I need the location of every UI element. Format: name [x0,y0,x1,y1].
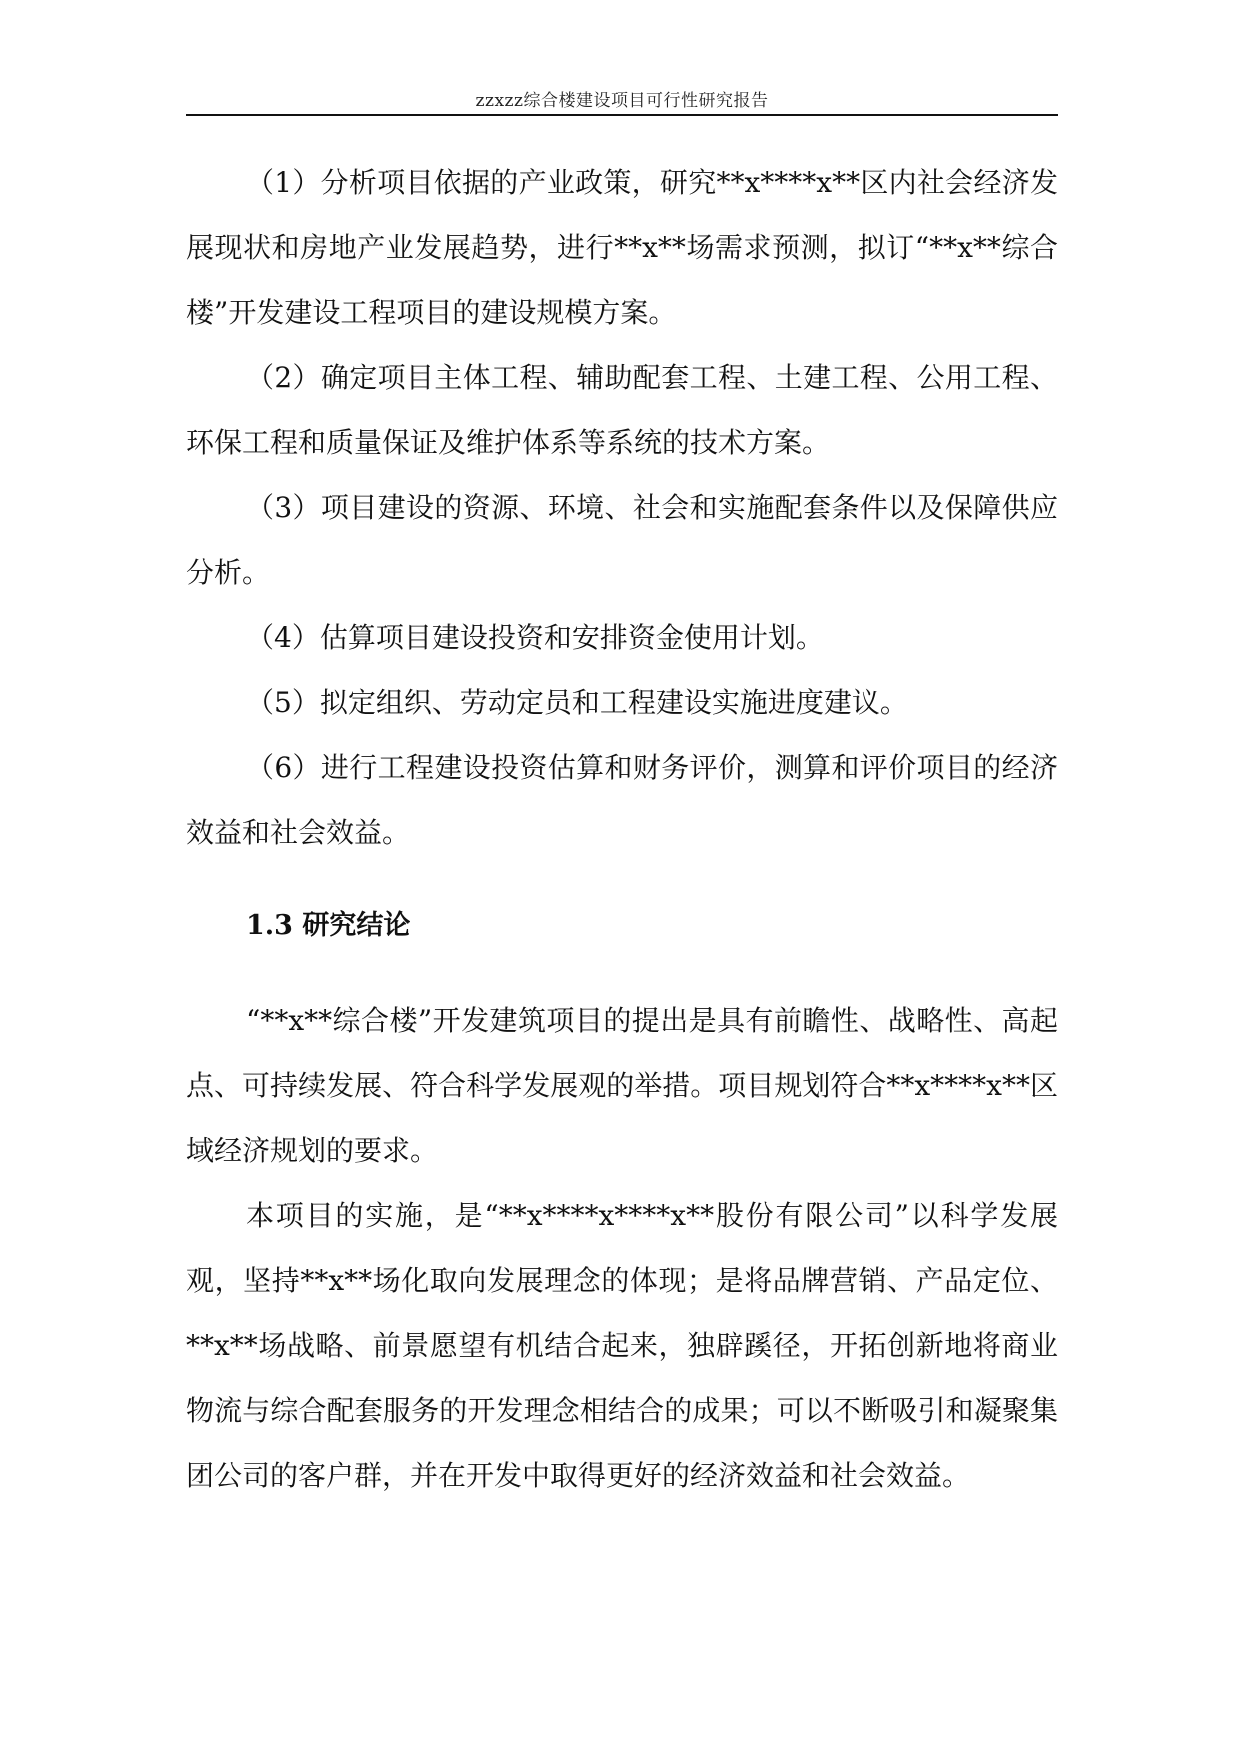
conclusion-paragraph-1: “**x**综合楼”开发建筑项目的提出是具有前瞻性、战略性、高起点、可持续发展、符合科学发展观的举措。项目规划符合**x****x**区域经济规划的要求。 [186,1004,1058,1167]
body-text [186,150,1058,1508]
list-item-6: （6）进行工程建设投资估算和财务评价，测算和评价项目的经济效益和社会效益。 [186,751,1058,849]
list-item-3: （3）项目建设的资源、环境、社会和实施配套条件以及保障供应分析。 [186,491,1058,589]
list-item-4: （4）估算项目建设投资和安排资金使用计划。 [246,621,824,654]
spacer [186,958,1058,988]
conclusion-paragraph-2: 本项目的实施，是“**x****x****x**股份有限公司”以科学发展观，坚持**x**场化取向发展理念的体现；是将品牌营销、产品定位、**x**场战略、前景愿望有机结合起来，独辟蹊径，开拓创新地将商业物流与综合配套服务的开发理念相结合的成果；可以不断吸引和凝聚集团公司的客户群，并在开发中取得更好的经济效益和社会效益。 [186,1199,1058,1492]
spacer [186,865,1058,893]
list-item-1: （1）分析项目依据的产业政策，研究**x****x**区内社会经济发展现状和房地产业发展趋势，进行**x**场需求预测，拟订“**x**综合楼”开发建设工程项目的建设规模方案。 [186,166,1058,329]
header-rule [186,114,1058,116]
section-heading: 1.3 研究结论 [246,910,411,941]
running-header: zzxzz综合楼建设项目可行性研究报告 [475,91,769,111]
list-item-2: （2）确定项目主体工程、辅助配套工程、土建工程、公用工程、环保工程和质量保证及维护体系等系统的技术方案。 [186,361,1058,459]
list-item-5: （5）拟定组织、劳动定员和工程建设实施进度建议。 [246,686,908,719]
